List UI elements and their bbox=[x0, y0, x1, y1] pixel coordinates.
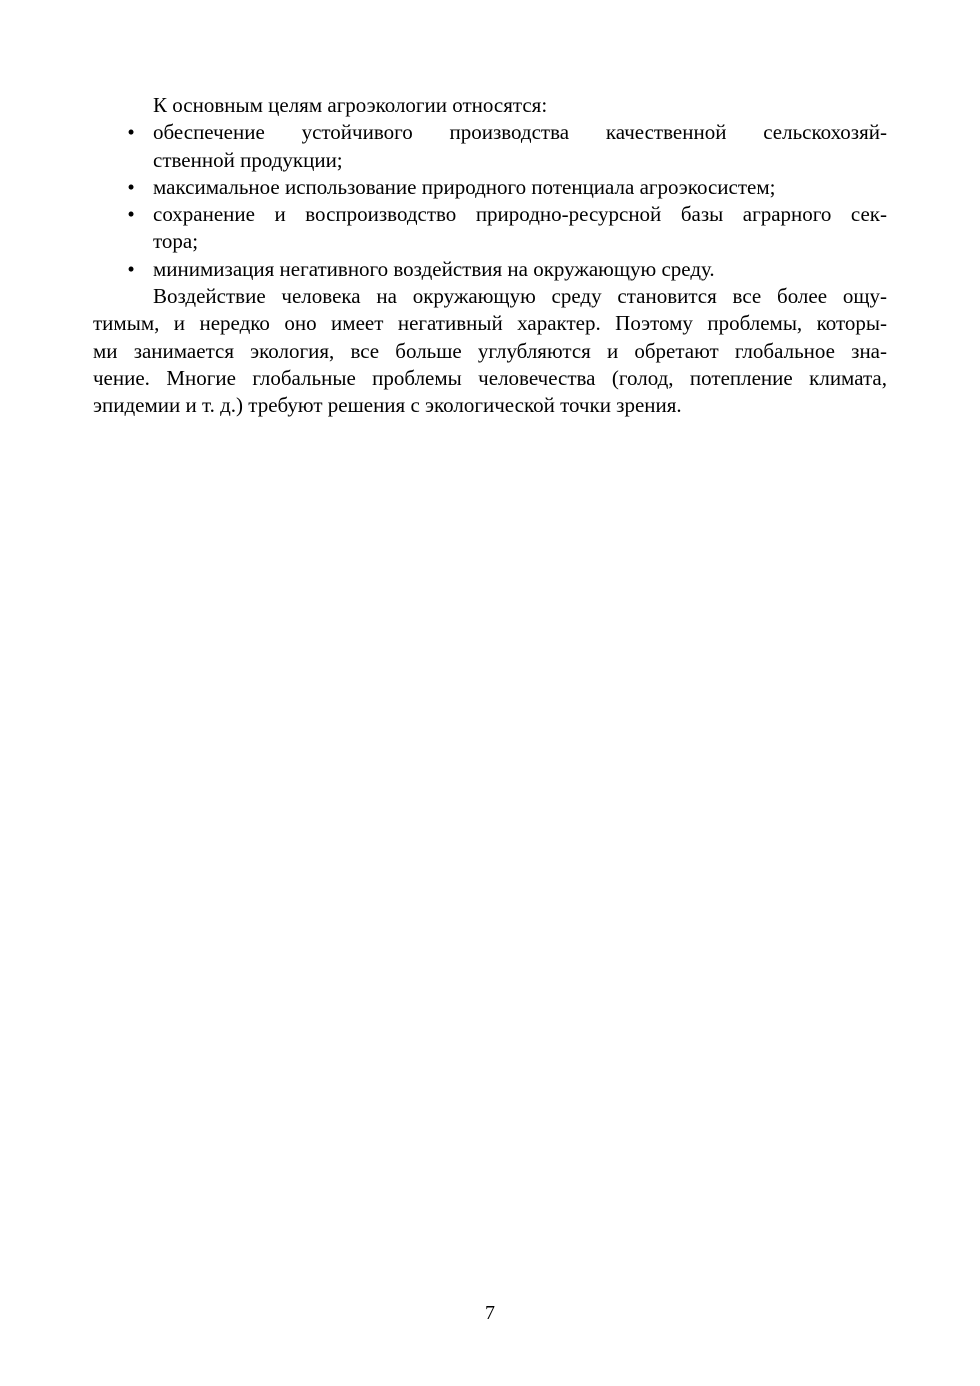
goal-text-line: обеспечение устойчивого производства качественной сельскохозяй- bbox=[153, 120, 887, 145]
goals-list bbox=[93, 119, 887, 283]
bullet-icon: • bbox=[127, 120, 135, 145]
page-text bbox=[93, 92, 887, 420]
bullet-icon: • bbox=[127, 202, 135, 227]
goal-text-line: минимизация негативного воздействия на окружающую среду. bbox=[153, 256, 715, 281]
goal-text-line: максимальное использование природного потенциала агроэкосистем; bbox=[153, 174, 776, 199]
goal-item bbox=[93, 201, 887, 256]
body-paragraph bbox=[93, 283, 887, 419]
paragraph-line: Воздействие человека на окружающую среду становится все более ощу- bbox=[153, 284, 887, 309]
intro-line: К основным целям агроэкологии относятся: bbox=[153, 93, 548, 117]
goal-text-line: сохранение и воспроизводство природно-ресурсной базы аграрного сек- bbox=[153, 202, 887, 227]
bullet-icon: • bbox=[127, 256, 135, 281]
paragraph-line: тимым, и нередко оно имеет негативный характер. Поэтому проблемы, которы- bbox=[93, 311, 887, 336]
goal-item bbox=[93, 119, 887, 174]
goal-item bbox=[93, 174, 887, 201]
paragraph-line: эпидемии и т. д.) требуют решения с экологической точки зрения. bbox=[93, 393, 682, 418]
paragraph-line: чение. Многие глобальные проблемы человечества (голод, потепление климата, bbox=[93, 365, 887, 390]
goal-text-line: ственной продукции; bbox=[153, 147, 343, 172]
goal-item bbox=[93, 256, 887, 283]
bullet-icon: • bbox=[127, 174, 135, 199]
page-number: 7 bbox=[485, 1302, 495, 1324]
goal-text-line: тора; bbox=[153, 229, 199, 254]
paragraph-line: ми занимается экология, все больше углубляются и обретают глобальное зна- bbox=[93, 338, 887, 363]
